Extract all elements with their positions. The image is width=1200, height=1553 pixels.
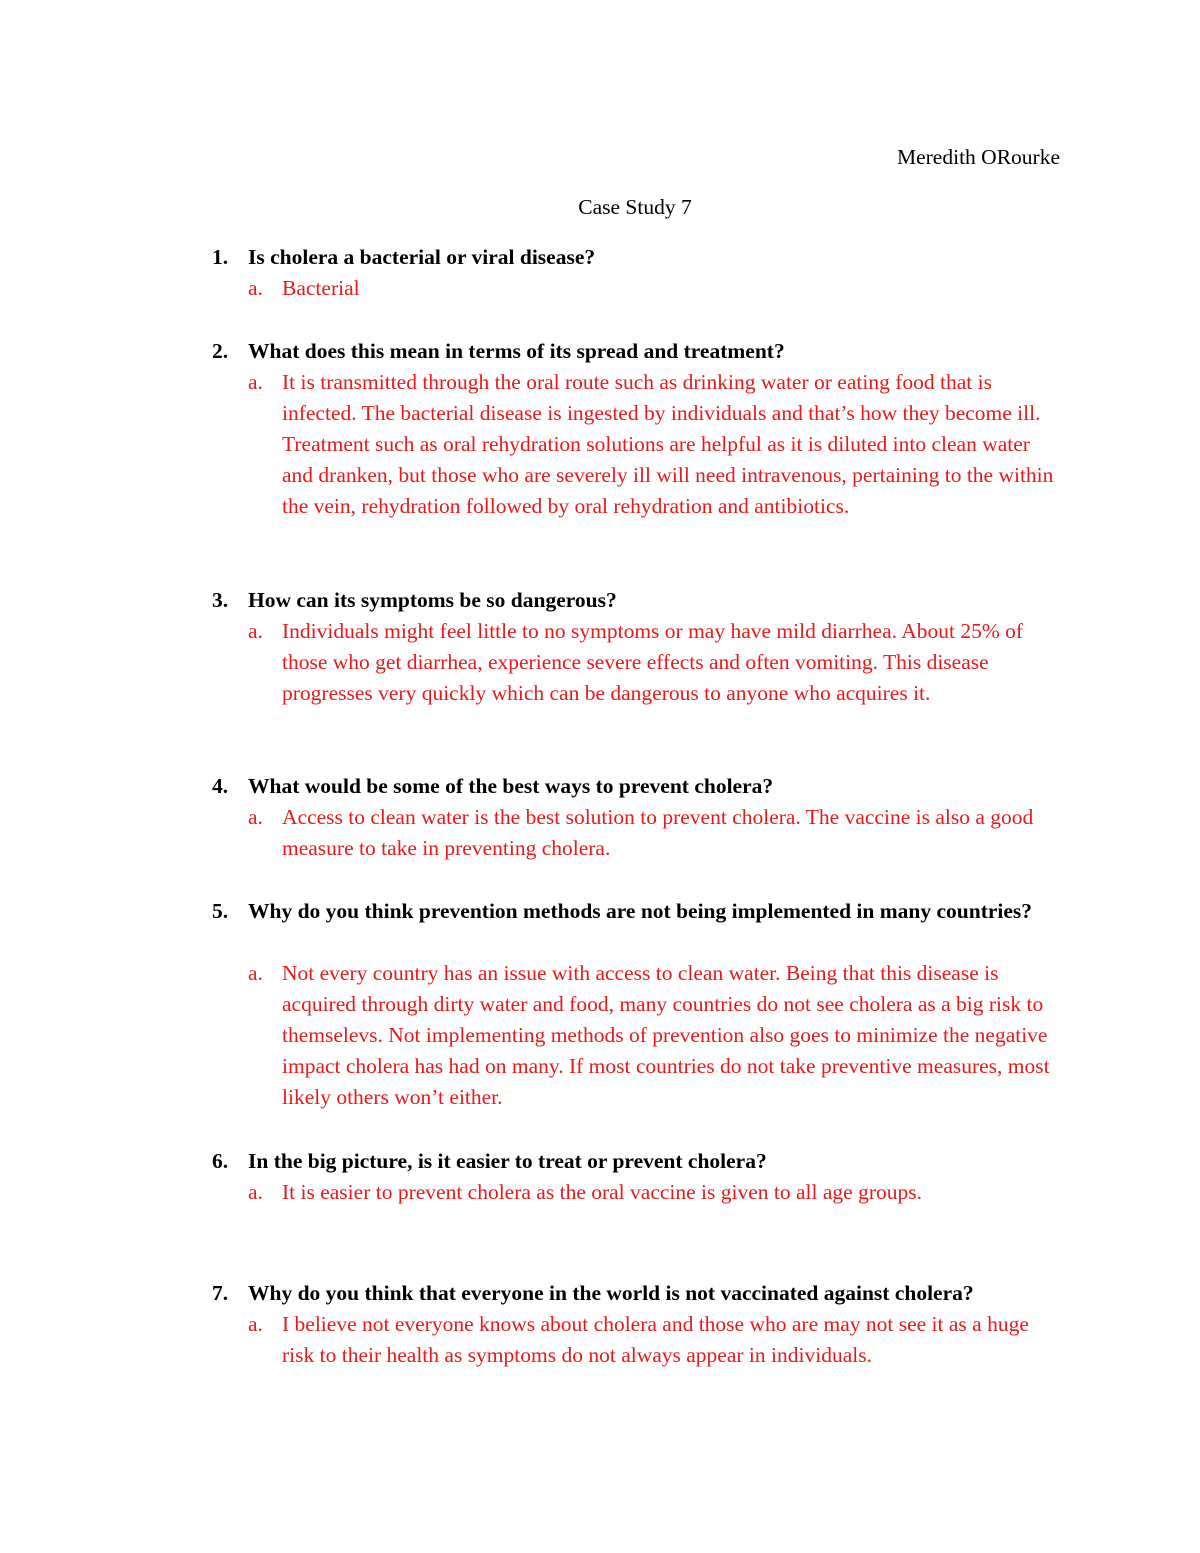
question-number: 1.: [212, 245, 229, 269]
answer-1: [248, 273, 1062, 304]
answer-text: Not every country has an issue with access to clean water. Being that this disease is acquired through dirty water and food, many countries do not see cholera as a big risk to themselevs. Not implementing methods of prevention also goes to minimize the negative impact cholera has had on many. If most countries do not take preventive measures, most likely others won’t either.: [282, 961, 1050, 1109]
question-3: [212, 585, 1062, 616]
answer-letter: a.: [248, 276, 263, 300]
question-text: Why do you think that everyone in the world is not vaccinated against cholera?: [248, 1281, 974, 1305]
question-text: How can its symptoms be so dangerous?: [248, 588, 617, 612]
answer-3: [248, 616, 1062, 709]
answer-text: It is transmitted through the oral route such as drinking water or eating food that is infected. The bacterial disease is ingested by individuals and that’s how they become ill. Treatment such as oral rehydration solutions are helpful as it is diluted into clean water and dranken, but those who are severely ill will need intravenous, pertaining to the within the vein, rehydration followed by oral rehydration and antibiotics.: [282, 370, 1054, 518]
question-2: [212, 336, 1062, 367]
author-name: Meredith ORourke: [896, 145, 1060, 169]
question-number: 6.: [212, 1149, 229, 1173]
answer-6: [248, 1177, 1062, 1208]
question-7: [212, 1278, 1062, 1309]
answer-letter: a.: [248, 1180, 263, 1204]
answer-text: Bacterial: [282, 276, 360, 300]
answer-letter: a.: [248, 805, 263, 829]
answer-7: [248, 1309, 1062, 1371]
answer-2: [248, 367, 1062, 522]
answer-letter: a.: [248, 961, 263, 985]
answer-letter: a.: [248, 619, 263, 643]
question-text: What would be some of the best ways to prevent cholera?: [248, 774, 774, 798]
answer-text: I believe not everyone knows about cholera and those who are may not see it as a huge risk to their health as symptoms do not always appear in individuals.: [282, 1312, 1029, 1367]
answer-letter: a.: [248, 1312, 263, 1336]
page-title: Case Study 7: [578, 195, 692, 219]
answer-text: It is easier to prevent cholera as the oral vaccine is given to all age groups.: [282, 1180, 922, 1204]
question-number: 2.: [212, 339, 229, 363]
question-number: 3.: [212, 588, 229, 612]
question-text: Why do you think prevention methods are not being implemented in many countries?: [248, 899, 1033, 923]
question-number: 4.: [212, 774, 229, 798]
question-number: 5.: [212, 899, 229, 923]
answer-5: [248, 958, 1062, 1113]
question-number: 7.: [212, 1281, 229, 1305]
answer-text: Access to clean water is the best solution to prevent cholera. The vaccine is also a good measure to take in preventing cholera.: [282, 805, 1034, 860]
question-1: [212, 242, 1062, 273]
answer-text: Individuals might feel little to no symptoms or may have mild diarrhea. About 25% of those who get diarrhea, experience severe effects and often vomiting. This disease progresses very quickly which can be dangerous to anyone who acquires it.: [282, 619, 1024, 705]
answer-4: [248, 802, 1062, 864]
question-text: What does this mean in terms of its spread and treatment?: [248, 339, 785, 363]
question-4: [212, 771, 1062, 802]
question-6: [212, 1146, 1062, 1177]
question-5: [212, 896, 1062, 927]
question-text: Is cholera a bacterial or viral disease?: [248, 245, 596, 269]
answer-letter: a.: [248, 370, 263, 394]
question-text: In the big picture, is it easier to treat or prevent cholera?: [248, 1149, 767, 1173]
